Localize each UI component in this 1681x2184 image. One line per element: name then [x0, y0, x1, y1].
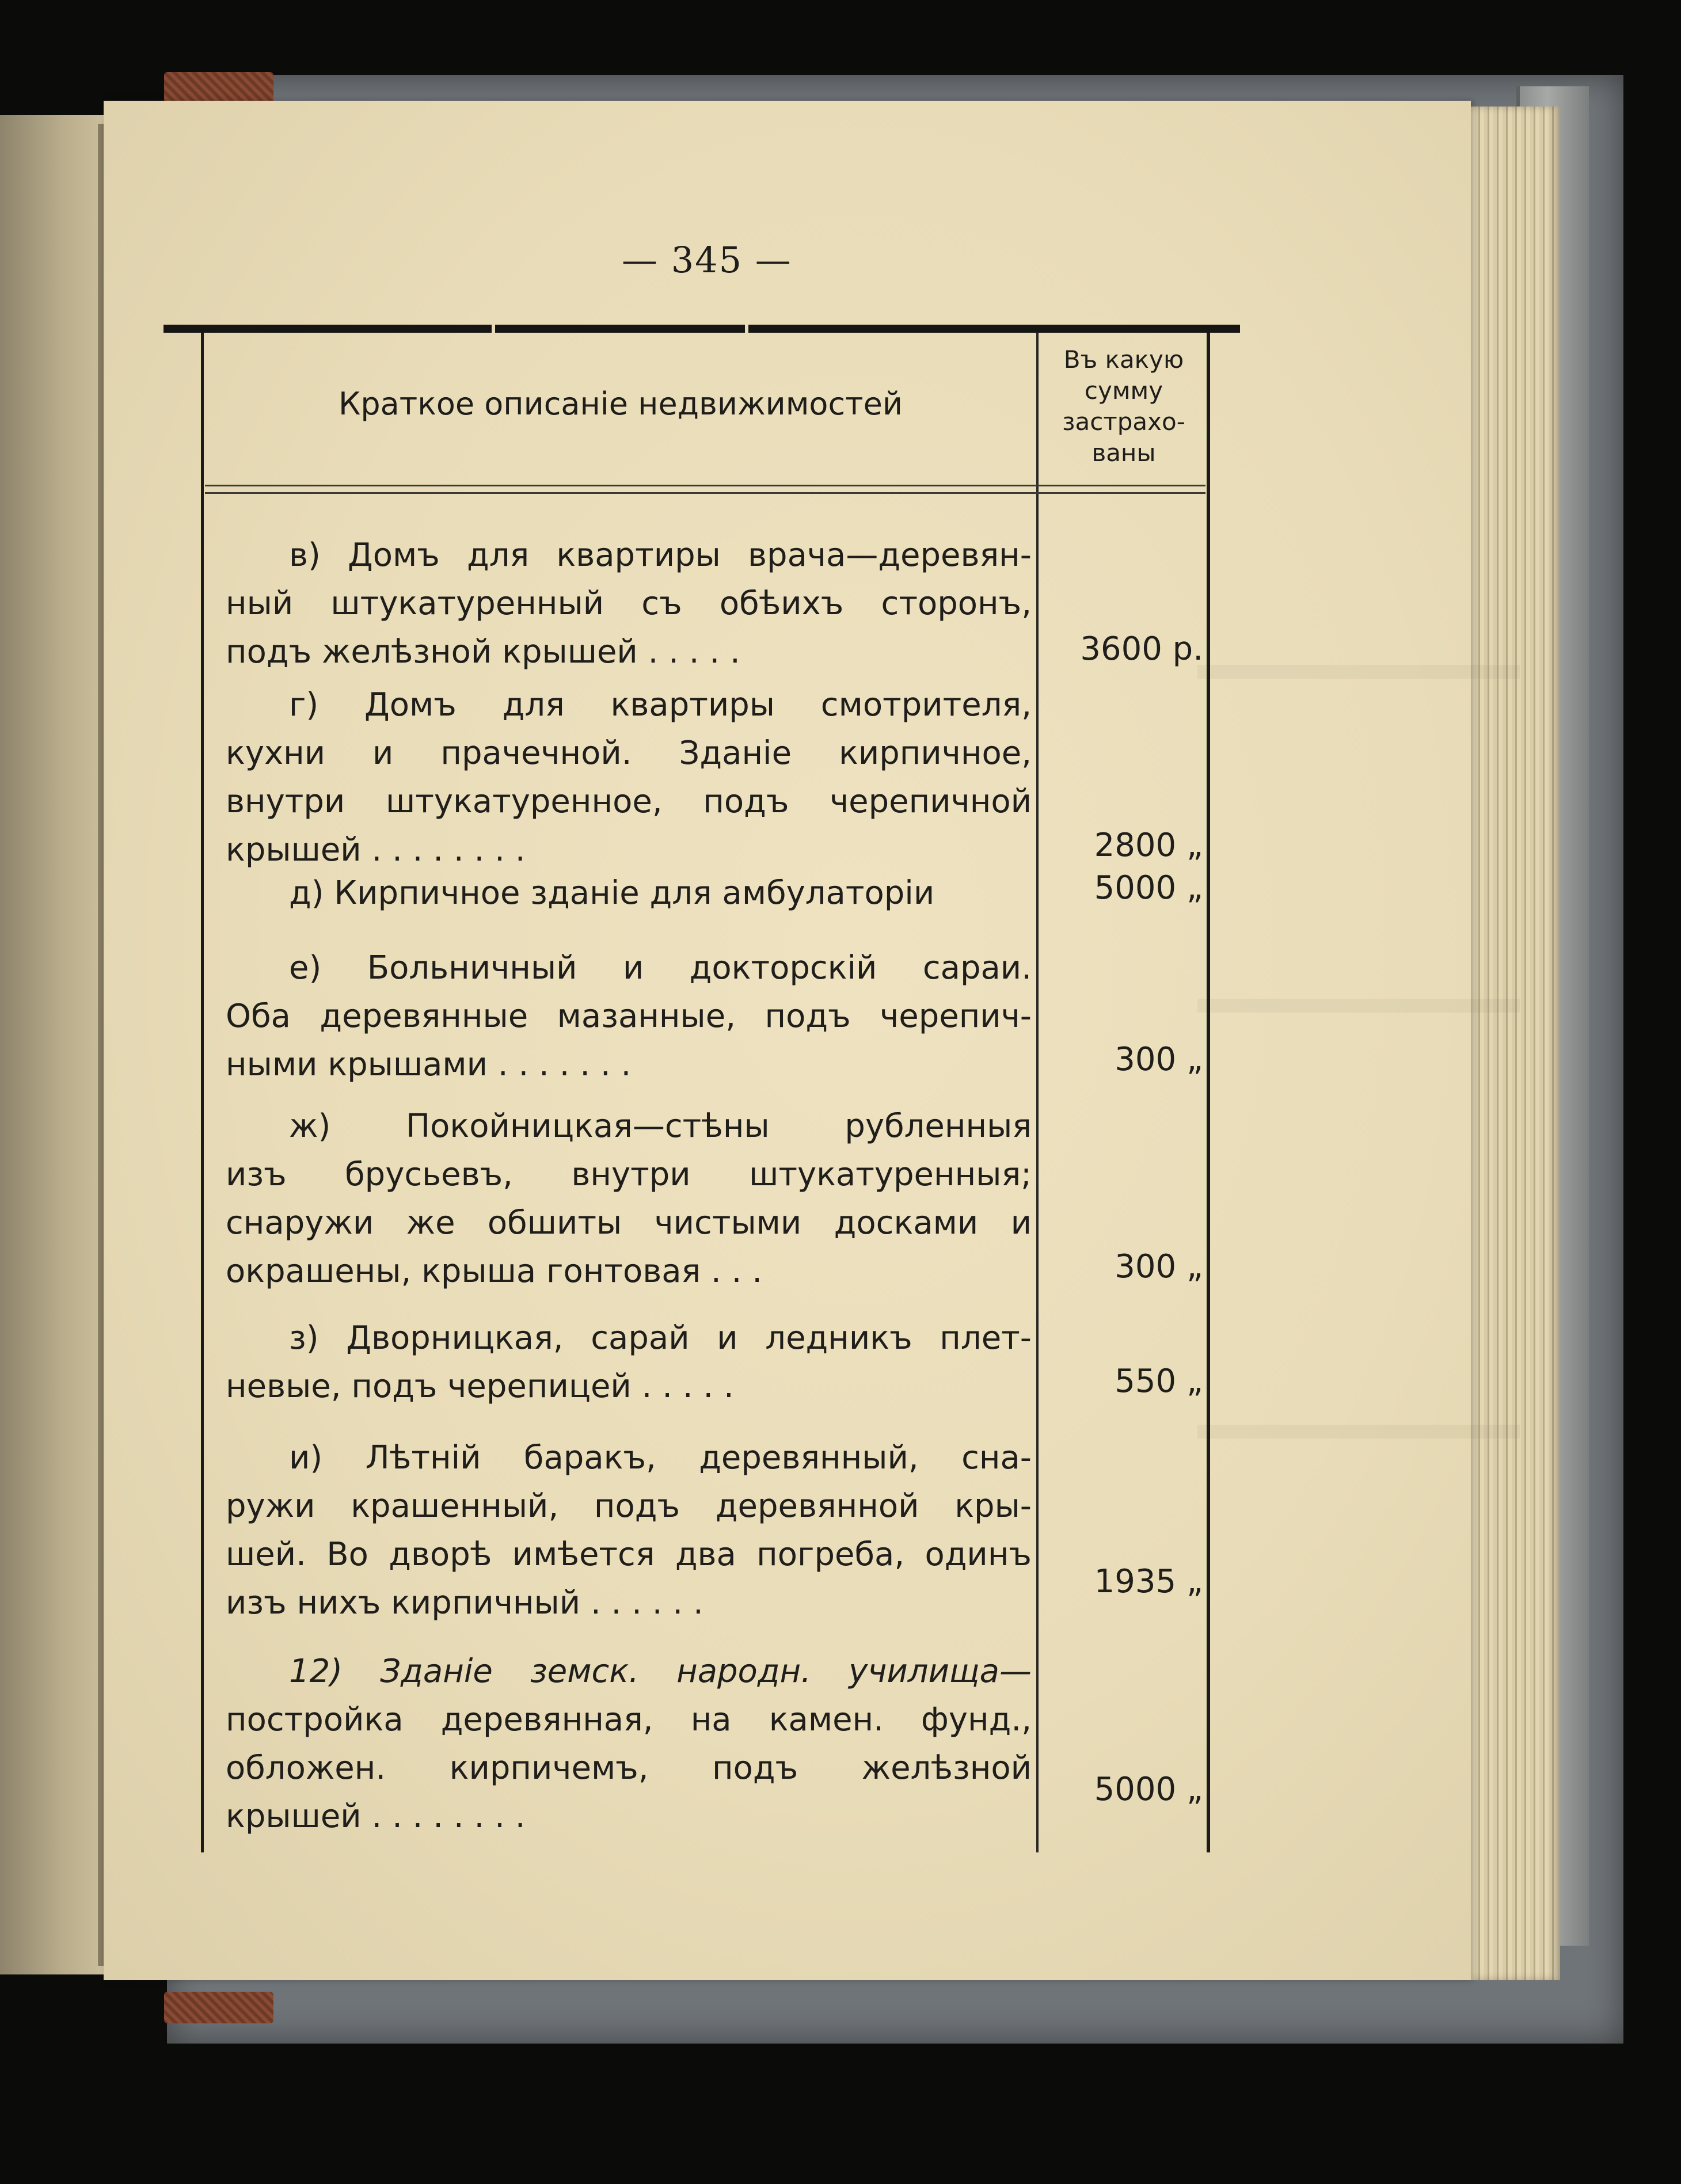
row-text-line: и) Лѣтній баракъ, деревянный, сна- [289, 1439, 1032, 1477]
table-row-i [226, 1434, 1032, 1627]
row-text-line: е) Больничный и докторскій сараи. [289, 949, 1032, 987]
column-header-amount [1040, 344, 1208, 469]
row-amount: 5000 „ [1094, 869, 1203, 907]
row-text-line: изъ нихъ кирпичный . . . . . . [226, 1584, 703, 1622]
row-text-line: шей. Во дворѣ имѣется два погреба, одинъ [226, 1536, 1032, 1573]
row-text-line: з) Дворницкая, сарай и ледникъ плет- [289, 1319, 1032, 1357]
row-text-line: постройка деревянная, на камен. фунд., [226, 1701, 1032, 1738]
row-amount: 3600 р. [1080, 630, 1203, 668]
show-through-print [1197, 665, 1520, 679]
row-text-line: крышей . . . . . . . . [226, 831, 526, 869]
row-text-line: в) Домъ для квартиры врача—деревян- [289, 537, 1032, 574]
column-header-amount-line: застрахо- [1062, 408, 1185, 436]
column-header-amount-line: сумму [1084, 376, 1163, 405]
table-row-d [226, 869, 1032, 918]
column-header-amount-line: Въ какую [1063, 345, 1184, 374]
show-through-print [1197, 1425, 1520, 1439]
page-stack-edge [1456, 106, 1560, 1980]
column-header-description: Краткое описаніе недвижимостей [339, 386, 903, 422]
row-text-line: д) Кирпичное зданіе для амбулаторіи [289, 874, 935, 912]
table-row-12 [226, 1647, 1032, 1841]
page-number: — 345 — [622, 239, 792, 281]
row-text-line: окрашены, крыша гонтовая . . . [226, 1253, 763, 1290]
row-text-line: подъ желѣзной крышей . . . . . [226, 633, 740, 671]
show-through-print [1197, 999, 1520, 1013]
table-row-zh [226, 1102, 1032, 1296]
table-row-e [226, 944, 1032, 1089]
spine-binding-top [164, 72, 273, 104]
row-amount: 5000 „ [1094, 1771, 1203, 1808]
row-text-line: г) Домъ для квартиры смотрителя, [289, 686, 1032, 724]
row-amount: 2800 „ [1094, 827, 1203, 864]
table-row-z [226, 1314, 1032, 1411]
row-text-line: изъ брусьевъ, внутри штукатуренныя; [226, 1156, 1032, 1193]
row-text-line: ный штукатуренный съ обѣихъ сторонъ, [226, 585, 1032, 622]
row-amount: 550 „ [1115, 1363, 1203, 1400]
row-text-line: Оба деревянные мазанные, подъ черепич- [226, 998, 1032, 1035]
table-top-rule [163, 325, 1240, 333]
row-amount: 300 „ [1115, 1248, 1203, 1285]
row-text-line: ж) Покойницкая—стѣны рубленныя [289, 1108, 1032, 1145]
row-text-line: внутри штукатуренное, подъ черепичной [226, 783, 1032, 820]
spine-binding-bottom [164, 1992, 273, 2023]
table-header-rule [205, 485, 1205, 494]
row-text-line: невые, подъ черепицей . . . . . [226, 1368, 734, 1405]
row-text-line: обложен. кирпичемъ, подъ желѣзной [226, 1749, 1032, 1787]
row-text-line: кухни и прачечной. Зданіе кирпичное, [226, 735, 1032, 772]
row-amount: 300 „ [1115, 1041, 1203, 1078]
row-text-line: ными крышами . . . . . . . [226, 1046, 632, 1083]
column-header-amount-line: ваны [1091, 439, 1156, 467]
table-left-border [201, 333, 204, 1852]
table-row-g [226, 681, 1032, 874]
row-text-line: снаружи же обшиты чистыми досками и [226, 1204, 1032, 1242]
row-text-line: 12) Зданіе земск. народн. училища— [289, 1653, 1032, 1690]
row-text-line: ружи крашенный, подъ деревянной кры- [226, 1487, 1032, 1525]
table-column-divider [1036, 333, 1039, 1852]
row-text-line: крышей . . . . . . . . [226, 1798, 526, 1835]
row-amount: 1935 „ [1094, 1563, 1203, 1600]
table-row-v [226, 531, 1032, 676]
table-right-border [1207, 333, 1210, 1852]
